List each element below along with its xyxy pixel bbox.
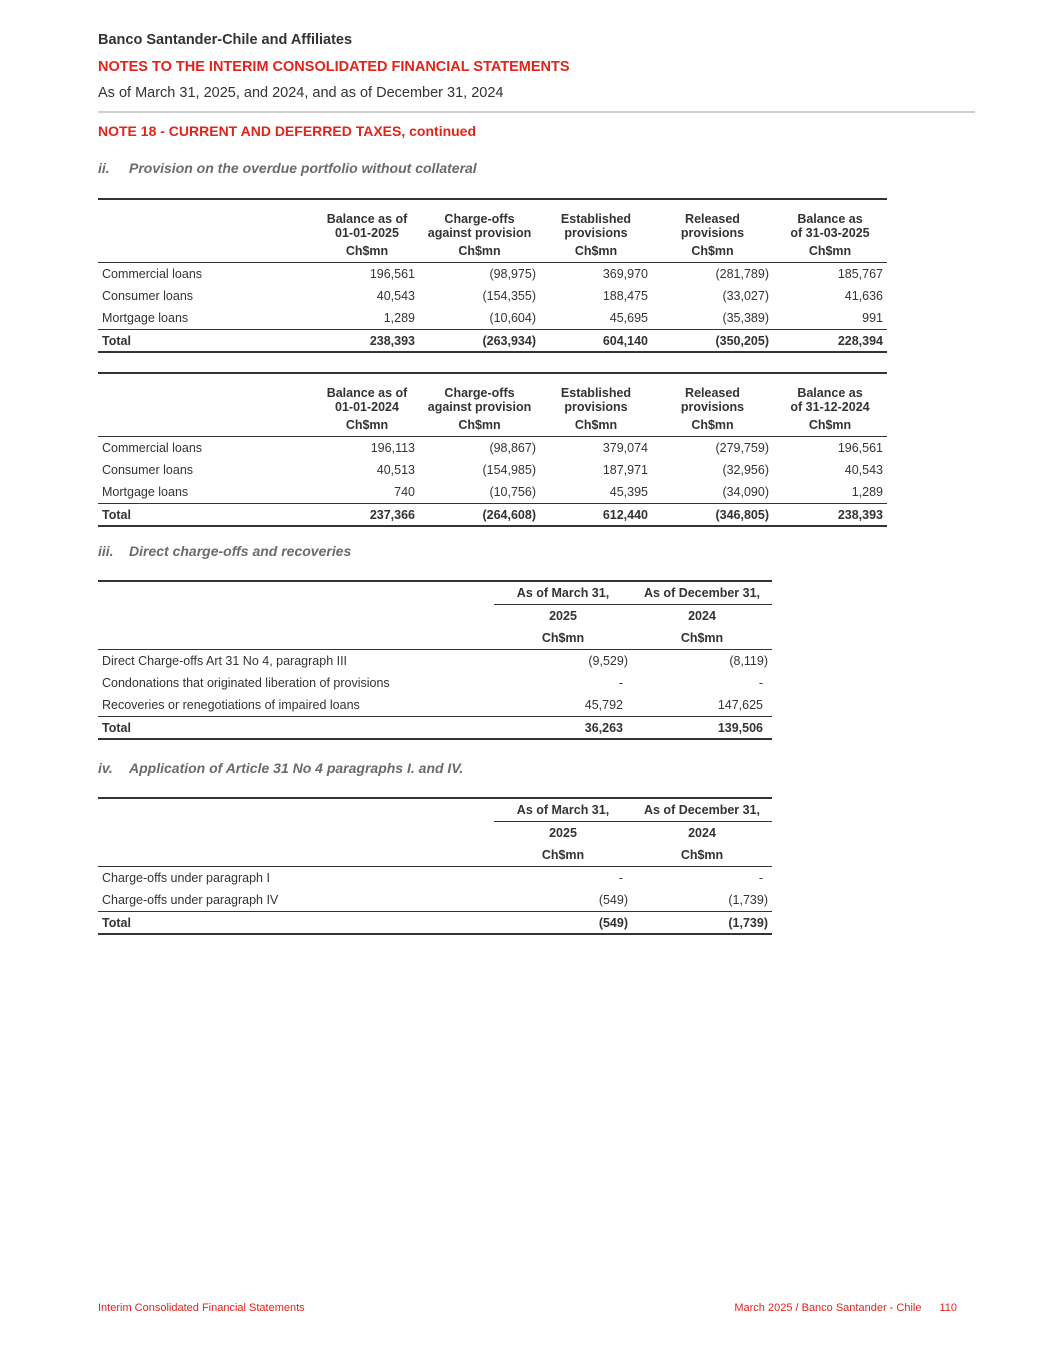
row-label: Commercial loans bbox=[102, 267, 203, 281]
cell-value: 45,395 bbox=[609, 485, 648, 499]
cell-value: 238,393 bbox=[315, 330, 419, 353]
section-title-text: Provision on the overdue portfolio without collateral bbox=[129, 160, 477, 176]
row-label: Recoveries or renegotiations of impaired loans bbox=[102, 698, 360, 712]
cell-value: - bbox=[618, 871, 623, 885]
notes-title: NOTES TO THE INTERIM CONSOLIDATED FINANCIAL STATEMENTS bbox=[98, 59, 570, 75]
table-row bbox=[98, 889, 772, 912]
row-label: Condonations that originated liberation of provisions bbox=[102, 676, 390, 690]
cell-value: (279,759) bbox=[715, 441, 769, 455]
cell-value: (1,739) bbox=[728, 893, 768, 907]
column-header: As of December 31, bbox=[632, 798, 772, 822]
unit-label: Ch$mn bbox=[652, 240, 773, 263]
row-label: Direct Charge-offs Art 31 No 4, paragraph III bbox=[102, 654, 348, 668]
cell-value: (263,934) bbox=[419, 330, 540, 353]
header-divider bbox=[98, 111, 975, 113]
row-label: Total bbox=[98, 504, 315, 527]
section-number: ii. bbox=[98, 160, 110, 176]
cell-value: 196,561 bbox=[837, 441, 883, 455]
unit-label: Ch$mn bbox=[494, 627, 632, 650]
unit-label: Ch$mn bbox=[632, 844, 772, 867]
cell-value: (264,608) bbox=[419, 504, 540, 527]
cell-value: 40,543 bbox=[844, 463, 883, 477]
footer-period: March 2025 / Banco Santander - Chile bbox=[734, 1302, 922, 1314]
cell-value: (98,975) bbox=[489, 267, 536, 281]
column-header: Established provisions bbox=[540, 199, 652, 240]
section-iii-title bbox=[98, 543, 351, 559]
cell-value: 237,366 bbox=[315, 504, 419, 527]
note-title: NOTE 18 - CURRENT AND DEFERRED TAXES, continued bbox=[98, 123, 477, 139]
unit-label: Ch$mn bbox=[315, 240, 419, 263]
year-label: 2024 bbox=[688, 609, 716, 623]
unit-label: Ch$mn bbox=[419, 414, 540, 437]
column-header: Released provisions bbox=[652, 373, 773, 414]
table-row bbox=[98, 285, 887, 307]
cell-value: (346,805) bbox=[652, 504, 773, 527]
cell-value: (154,985) bbox=[482, 463, 536, 477]
as-of-date: As of March 31, 2025, and 2024, and as of December 31, 2024 bbox=[98, 85, 504, 101]
row-label: Consumer loans bbox=[102, 463, 194, 477]
column-header: Established provisions bbox=[540, 373, 652, 414]
table-row bbox=[98, 437, 887, 460]
column-header: As of March 31, bbox=[494, 581, 632, 605]
row-label: Mortgage loans bbox=[102, 311, 189, 325]
cell-value: 604,140 bbox=[540, 330, 652, 353]
cell-value: 379,074 bbox=[602, 441, 648, 455]
company-name: Banco Santander-Chile and Affiliates bbox=[98, 32, 353, 48]
provision-table-2025 bbox=[98, 198, 887, 353]
page-number: 110 bbox=[939, 1302, 957, 1314]
article-31-table bbox=[98, 797, 772, 935]
cell-value: - bbox=[618, 676, 623, 690]
column-header: Charge-offs against provision bbox=[419, 373, 540, 414]
direct-charge-offs-table bbox=[98, 580, 772, 740]
unit-label: Ch$mn bbox=[540, 414, 652, 437]
column-header: As of March 31, bbox=[494, 798, 632, 822]
row-label: Charge-offs under paragraph I bbox=[102, 871, 270, 885]
cell-value: (10,604) bbox=[489, 311, 536, 325]
column-header: Balance as of 01-01-2024 bbox=[315, 373, 419, 414]
cell-value: 45,792 bbox=[584, 698, 623, 712]
row-label: Consumer loans bbox=[102, 289, 194, 303]
cell-value: (34,090) bbox=[722, 485, 769, 499]
cell-value: 36,263 bbox=[494, 717, 632, 740]
cell-value: (9,529) bbox=[588, 654, 628, 668]
provision-table-2024 bbox=[98, 372, 887, 527]
cell-value: 228,394 bbox=[773, 330, 887, 353]
table-row bbox=[98, 481, 887, 504]
section-number: iv. bbox=[98, 760, 113, 776]
row-label: Total bbox=[98, 330, 315, 353]
table-row bbox=[98, 867, 772, 890]
row-label: Total bbox=[98, 717, 494, 740]
cell-value: 139,506 bbox=[632, 717, 772, 740]
total-row bbox=[98, 504, 887, 527]
cell-value: 147,625 bbox=[717, 698, 763, 712]
table-row bbox=[98, 694, 772, 717]
column-header: Balance as of 01-01-2025 bbox=[315, 199, 419, 240]
total-row bbox=[98, 912, 772, 935]
total-row bbox=[98, 717, 772, 740]
table-row bbox=[98, 672, 772, 694]
cell-value: (154,355) bbox=[482, 289, 536, 303]
footer-document-title: Interim Consolidated Financial Statements bbox=[98, 1302, 305, 1314]
section-ii-title bbox=[98, 160, 477, 176]
unit-label: Ch$mn bbox=[419, 240, 540, 263]
cell-value: 196,113 bbox=[370, 441, 415, 455]
cell-value: 45,695 bbox=[609, 311, 648, 325]
table-row bbox=[98, 650, 772, 673]
cell-value: (350,205) bbox=[652, 330, 773, 353]
table-row bbox=[98, 263, 887, 286]
section-number: iii. bbox=[98, 543, 114, 559]
cell-value: (98,867) bbox=[489, 441, 536, 455]
cell-value: 188,475 bbox=[602, 289, 648, 303]
row-label: Mortgage loans bbox=[102, 485, 189, 499]
unit-label: Ch$mn bbox=[773, 240, 887, 263]
cell-value: 187,971 bbox=[602, 463, 648, 477]
cell-value: - bbox=[758, 676, 763, 690]
cell-value: 185,767 bbox=[837, 267, 883, 281]
cell-value: (10,756) bbox=[489, 485, 536, 499]
cell-value: 740 bbox=[394, 485, 415, 499]
cell-value: (8,119) bbox=[729, 654, 768, 668]
column-header: Balance as of 31-12-2024 bbox=[773, 373, 887, 414]
cell-value: (549) bbox=[494, 912, 632, 935]
cell-value: (33,027) bbox=[722, 289, 769, 303]
cell-value: (281,789) bbox=[715, 267, 769, 281]
unit-label: Ch$mn bbox=[773, 414, 887, 437]
row-label: Commercial loans bbox=[102, 441, 203, 455]
cell-value: 40,543 bbox=[376, 289, 415, 303]
footer-info bbox=[734, 1302, 957, 1314]
year-label: 2025 bbox=[549, 609, 577, 623]
cell-value: (35,389) bbox=[722, 311, 769, 325]
cell-value: 1,289 bbox=[383, 311, 415, 325]
cell-value: 1,289 bbox=[851, 485, 883, 499]
year-label: 2024 bbox=[688, 826, 716, 840]
unit-label: Ch$mn bbox=[494, 844, 632, 867]
column-header: As of December 31, bbox=[632, 581, 772, 605]
table-row bbox=[98, 459, 887, 481]
cell-value: - bbox=[758, 871, 763, 885]
row-label: Charge-offs under paragraph IV bbox=[102, 893, 279, 907]
cell-value: (1,739) bbox=[632, 912, 772, 935]
table-row bbox=[98, 307, 887, 330]
column-header: Balance as of 31-03-2025 bbox=[773, 199, 887, 240]
column-header: Released provisions bbox=[652, 199, 773, 240]
section-title-text: Application of Article 31 No 4 paragraphs I. and IV. bbox=[129, 760, 464, 776]
column-header: Charge-offs against provision bbox=[419, 199, 540, 240]
cell-value: 612,440 bbox=[540, 504, 652, 527]
unit-label: Ch$mn bbox=[540, 240, 652, 263]
cell-value: (32,956) bbox=[722, 463, 769, 477]
section-title-text: Direct charge-offs and recoveries bbox=[129, 543, 352, 559]
row-label: Total bbox=[98, 912, 494, 935]
unit-label: Ch$mn bbox=[652, 414, 773, 437]
unit-label: Ch$mn bbox=[632, 627, 772, 650]
cell-value: 238,393 bbox=[773, 504, 887, 527]
section-iv-title bbox=[98, 760, 463, 776]
cell-value: 40,513 bbox=[376, 463, 415, 477]
cell-value: (549) bbox=[598, 893, 628, 907]
year-label: 2025 bbox=[549, 826, 577, 840]
cell-value: 369,970 bbox=[602, 267, 648, 281]
total-row bbox=[98, 330, 887, 353]
cell-value: 991 bbox=[862, 311, 883, 325]
cell-value: 196,561 bbox=[369, 267, 415, 281]
cell-value: 41,636 bbox=[844, 289, 883, 303]
unit-label: Ch$mn bbox=[315, 414, 419, 437]
